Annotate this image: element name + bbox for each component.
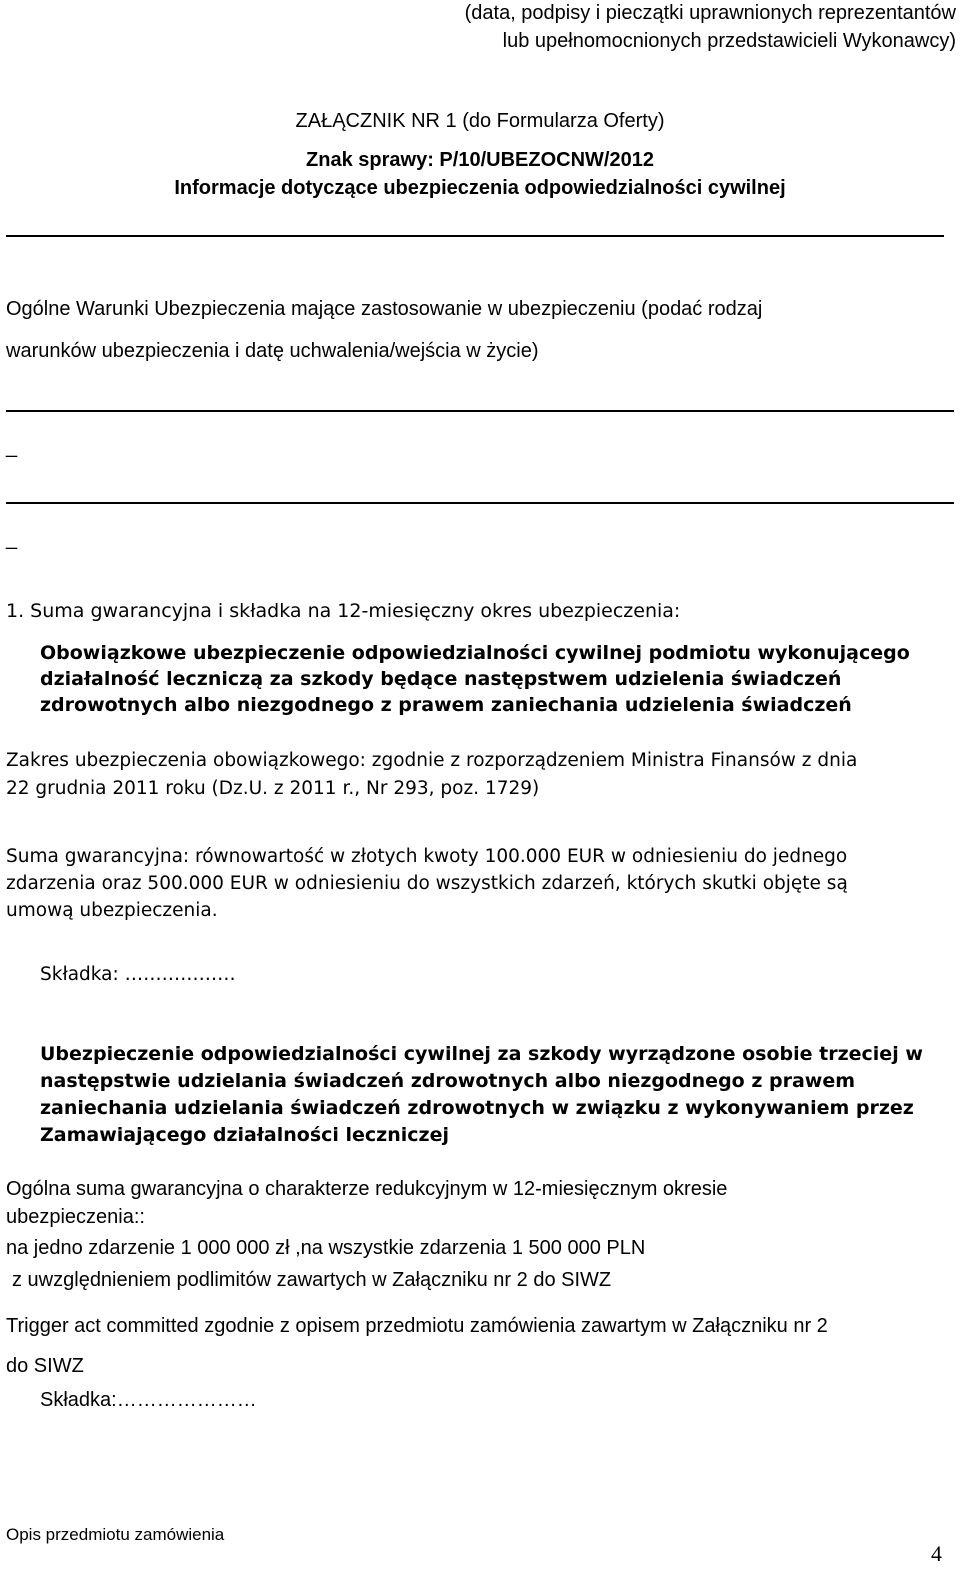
fill-in-rule-2 [6, 502, 954, 504]
footer-label: Opis przedmiotu zamówienia [6, 1525, 225, 1544]
premium-field-1: Składka: ……………… [40, 964, 236, 985]
fill-in-blank-2: _ [6, 528, 18, 550]
section-1-heading: 1. Suma gwarancyjna i składka na 12-miesięczny okres ubezpieczenia: [6, 600, 681, 622]
trigger-act-text: Trigger act committed zgodnie z opisem przedmiotu zamówienia zawartym w Załączniku nr 2 do SIWZ [6, 1315, 828, 1377]
voluntary-insurance-title: Ubezpieczenie odpowiedzialności cywilnej za szkody wyrządzone osobie trzeciej w następstwie udzielania świadczeń zdrowotnych albo niezgodnego z prawem zaniechania udzielania świadczeń zdrowotnych w związku z wykonywaniem przez Zamawiającego działalności leczniczej [40, 1043, 923, 1146]
premium-field-2: Składka:………………… [40, 1389, 257, 1411]
mandatory-scope: Zakres ubezpieczenia obowiązkowego: zgodnie z rozporządzeniem Ministra Finansów z dnia 22 grudnia 2011 roku (Dz.U. z 2011 r., Nr 293, poz. 1729) [6, 750, 858, 799]
signature-note-line2: lub upełnomocnionych przedstawicieli Wykonawcy) [502, 30, 956, 52]
page-number: 4 [931, 1541, 942, 1566]
mandatory-insurance-title: Obowiązkowe ubezpieczenie odpowiedzialności cywilnej podmiotu wykonującego działalność leczniczą za szkody będące następstwem udzielenia świadczeń zdrowotnych albo niezgodnego z prawem zaniechania udzielenia świadczeń [40, 642, 910, 716]
annex-title: ZAŁĄCZNIK NR 1 (do Formularza Oferty) [295, 110, 665, 132]
signature-note-line1: (data, podpisy i pieczątki uprawnionych reprezentantów [464, 2, 956, 24]
general-terms-line1: Ogólne Warunki Ubezpieczenia mające zastosowanie w ubezpieczeniu (podać rodzaj [6, 298, 763, 320]
document-title: Informacje dotyczące ubezpieczenia odpowiedzialności cywilnej [174, 177, 786, 199]
fill-in-rule-1 [6, 410, 954, 412]
fill-in-blank-1: _ [6, 436, 18, 458]
general-terms-line2: warunków ubezpieczenia i datę uchwalenia/wejścia w życie) [6, 340, 539, 362]
sublimits-note: z uwzględnieniem podlimitów zawartych w Załączniku nr 2 do SIWZ [12, 1269, 612, 1291]
case-number: Znak sprawy: P/10/UBEZOCNW/2012 [306, 149, 654, 171]
title-separator-rule [6, 235, 944, 237]
general-sum-text: Ogólna suma gwarancyjna o charakterze redukcyjnym w 12-miesięcznym okresie ubezpieczenia:: [6, 1178, 728, 1228]
per-event-limits: na jedno zdarzenie 1 000 000 zł ,na wszystkie zdarzenia 1 500 000 PLN [6, 1237, 646, 1259]
guarantee-sum: Suma gwarancyjna: równowartość w złotych kwoty 100.000 EUR w odniesieniu do jednego zdarzenia oraz 500.000 EUR w odniesieniu do wszystkich zdarzeń, których skutki objęte są umową ubezpieczenia. [6, 846, 848, 921]
